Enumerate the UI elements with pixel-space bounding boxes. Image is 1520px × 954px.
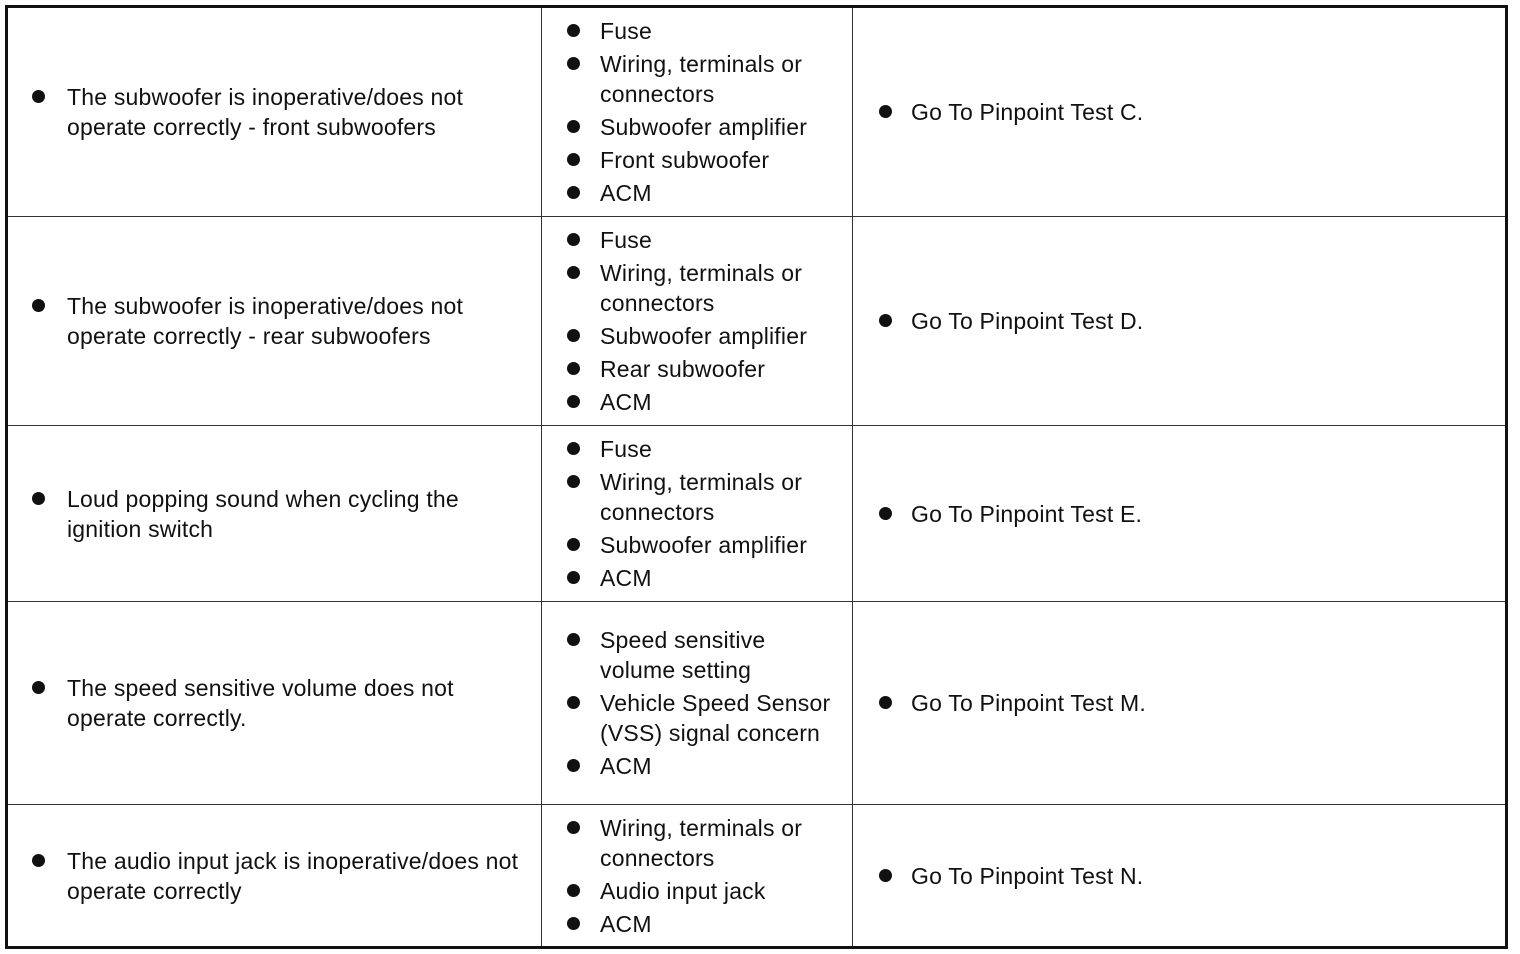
symptom-text: The subwoofer is inoperative/does not operate correctly - rear subwoofers [32, 291, 527, 351]
possible-source-item: Fuse [565, 225, 846, 255]
possible-source-item: Subwoofer amplifier [565, 321, 846, 351]
possible-source-item: Vehicle Speed Sensor (VSS) signal concern [565, 688, 846, 748]
possible-source-item: ACM [565, 178, 846, 208]
possible-source-cell [542, 426, 853, 602]
symptom-text: The audio input jack is inoperative/does not operate correctly [32, 846, 527, 906]
possible-source-item: Fuse [565, 16, 846, 46]
symptom-chart-table [5, 5, 1508, 949]
possible-source-item: Audio input jack [565, 876, 846, 906]
possible-source-cell [542, 602, 853, 805]
action-text: Go To Pinpoint Test D. [879, 306, 1143, 336]
action-cell [853, 8, 1505, 217]
symptom-cell [8, 8, 542, 217]
possible-source-item: ACM [565, 563, 846, 593]
possible-source-cell [542, 8, 853, 217]
action-text: Go To Pinpoint Test N. [879, 861, 1143, 891]
possible-source-item: Speed sensitive volume setting [565, 625, 846, 685]
possible-source-item: Rear subwoofer [565, 354, 846, 384]
possible-source-cell [542, 217, 853, 426]
action-cell [853, 602, 1505, 805]
possible-source-item: Wiring, terminals or connectors [565, 258, 846, 318]
symptom-cell [8, 805, 542, 946]
symptom-cell [8, 602, 542, 805]
possible-source-item: Wiring, terminals or connectors [565, 813, 846, 873]
possible-source-item: Subwoofer amplifier [565, 530, 846, 560]
possible-source-item: ACM [565, 751, 846, 781]
possible-source-item: Wiring, terminals or connectors [565, 49, 846, 109]
action-cell [853, 805, 1505, 946]
symptom-text: The speed sensitive volume does not operate correctly. [32, 673, 527, 733]
possible-source-item: ACM [565, 909, 846, 939]
action-text: Go To Pinpoint Test E. [879, 499, 1142, 529]
symptom-text: Loud popping sound when cycling the ignition switch [32, 484, 527, 544]
possible-source-item: Front subwoofer [565, 145, 846, 175]
action-cell [853, 217, 1505, 426]
symptom-cell [8, 217, 542, 426]
action-text: Go To Pinpoint Test C. [879, 97, 1143, 127]
action-cell [853, 426, 1505, 602]
symptom-cell [8, 426, 542, 602]
possible-source-item: Subwoofer amplifier [565, 112, 846, 142]
symptom-text: The subwoofer is inoperative/does not operate correctly - front subwoofers [32, 82, 527, 142]
possible-source-cell [542, 805, 853, 946]
action-text: Go To Pinpoint Test M. [879, 688, 1146, 718]
possible-source-item: Fuse [565, 434, 846, 464]
possible-source-item: Wiring, terminals or connectors [565, 467, 846, 527]
possible-source-item: ACM [565, 387, 846, 417]
